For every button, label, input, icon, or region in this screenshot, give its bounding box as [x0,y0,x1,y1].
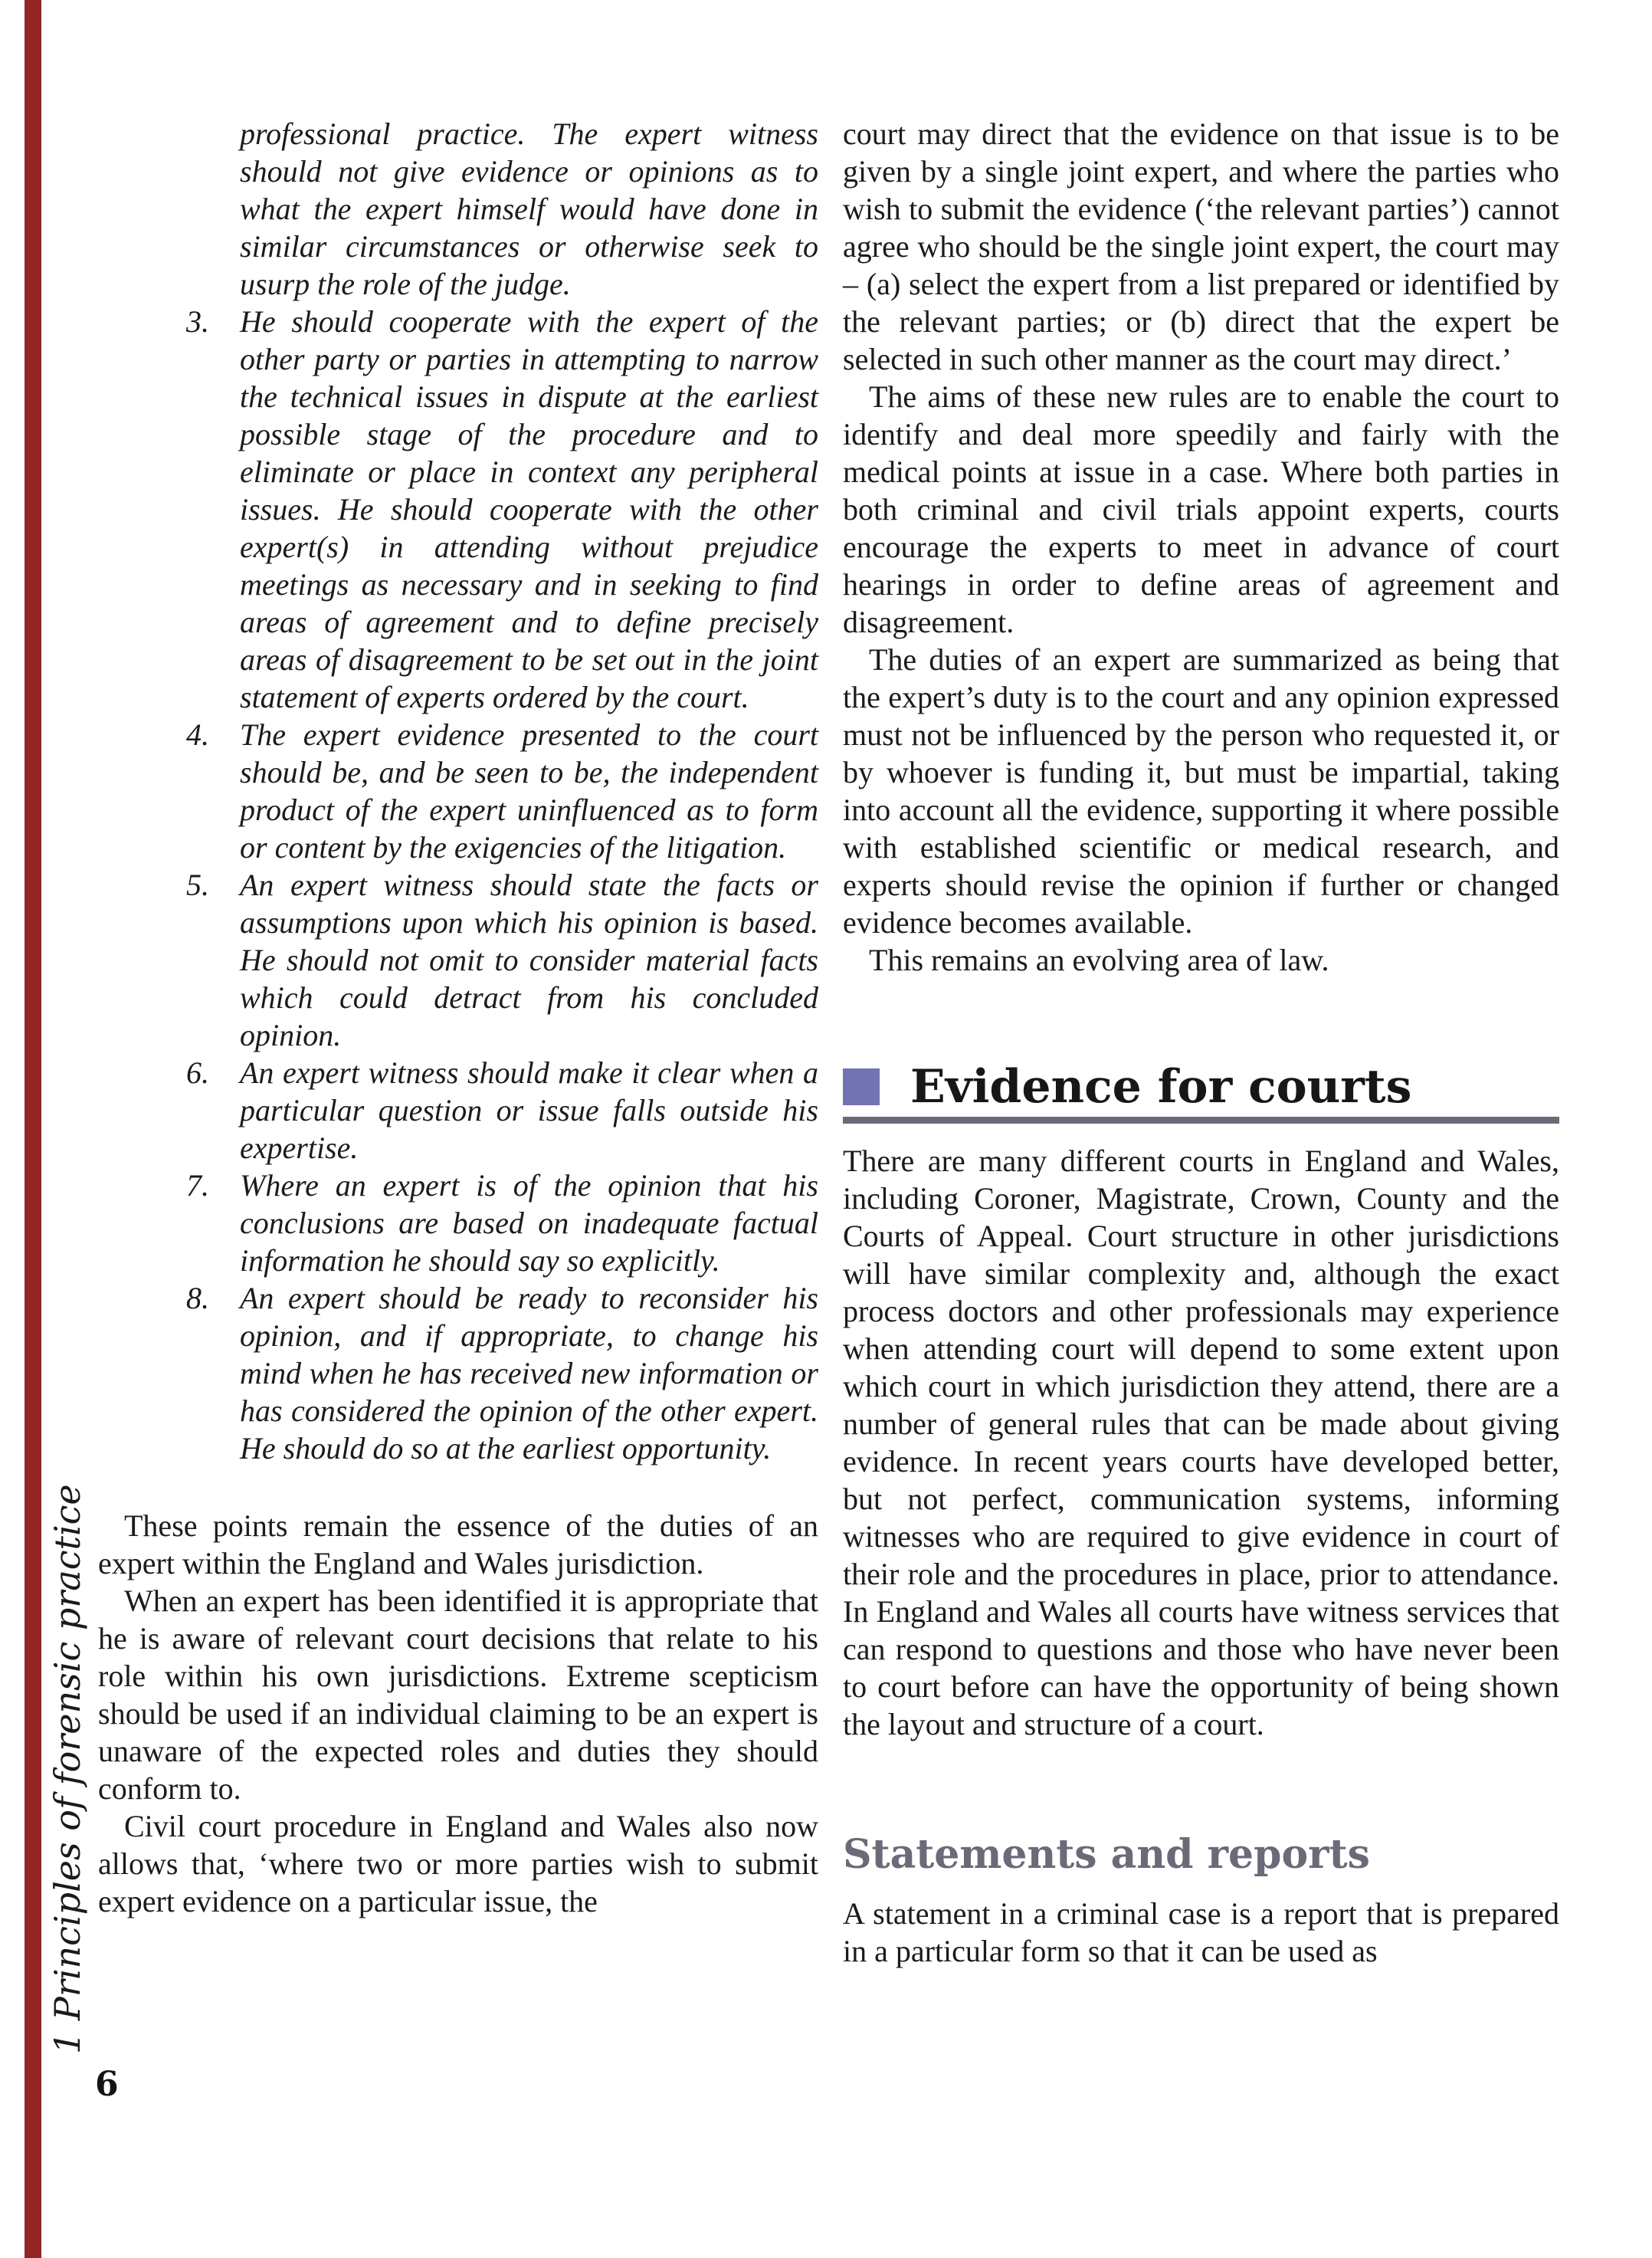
subsection-body: A statement in a criminal case is a report that is prepared in a particular form so that it can be used as [843,1896,1559,1968]
list-item-2-continuation: professional practice. The expert witness should not give evidence or opinions as to what the expert himself would have done in similar circumstances or otherwise seek to usurp the role of the judge. [240,117,818,301]
list-number: 5. [186,868,209,902]
section-body: There are many different courts in England and Wales, including Coroner, Magistrate, Crown, County and the Courts of Appeal. Court structure in other jurisdictions will have similar complexity and, although the exact process doctors and other professionals may experience when attending court will depend to some extent upon which court in which jurisdiction they attend, there are a number of general rules that can be made about giving evidence. In recent years courts have developed better, but not perfect, communication systems, informing witnesses who are required to give evidence in court of their role and the procedures in place, prior to attendance. In England and Wales all courts have witness services that can respond to questions and those who have never been to court before can have the opportunity of being shown the layout and structure of a court. [843,1144,1559,1741]
section-heading-evidence-for-courts [843,1060,1559,1114]
list-number: 3. [186,304,209,339]
paragraph: The duties of an expert are summarized as being that the expert’s duty is to the court and any opinion expressed must not be influenced by the person who requested it, or by whoever is funding it, but must be impartial, taking into account all the evidence, supporting it where possible with established scientific or medical research, and experts should revise the opinion if further or changed evidence becomes available. [843,642,1559,940]
section-square-bullet-icon [843,1068,880,1105]
paragraph: The aims of these new rules are to enable the court to identify and deal more speedily and fairly with the medical points at issue in a case. Where both parties in both criminal and civil trials appoint experts, courts encourage the experts to meet in advance of court hearings in order to define areas of agreement and disagreement. [843,379,1559,639]
list-item-text: He should cooperate with the expert of the other party or parties in attempting to narrow the technical issues in dispute at the earliest possible stage of the procedure and to eliminate or place in context any peripheral issues. He should cooperate with the other expert(s) in attending without prejudice meetings as necessary and in seeking to find areas of agreement and to define precisely areas of disagreement to be set out in the joint statement of experts ordered by the court. [240,304,818,714]
list-item-text: An expert witness should state the facts or assumptions upon which his opinion is based. He should not omit to consider material facts which could detract from his concluded opinion. [240,868,818,1052]
list-item-text: An expert witness should make it clear when a particular question or issue falls outside his expertise. [240,1055,818,1165]
subsection-title-statements-and-reports: Statements and reports [843,1831,1370,1878]
section-rule [843,1117,1559,1124]
paragraph: Civil court procedure in England and Wales also now allows that, ‘where two or more parties wish to submit expert evidence on a particular issue, the [98,1809,818,1918]
list-item-text: Where an expert is of the opinion that his conclusions are based on inadequate factual information he should say so explicitly. [240,1168,818,1278]
list-item-4 [98,716,818,866]
list-number: 4. [186,717,209,752]
list-item-text: An expert should be ready to reconsider his opinion, and if appropriate, to change his mind when he has received new information or has considered the opinion of the other expert. He should do so at the earliest opportunity. [240,1281,818,1465]
right-column [843,115,1559,1970]
paragraph: court may direct that the evidence on that issue is to be given by a single joint expert, and where the parties who wish to submit the evidence (‘the relevant parties’) cannot agree who should be the single joint expert, the court may – (a) select the expert from a list prepared or identified by the relevant parties; or (b) direct that the expert be selected in such other manner as the court may direct.’ [843,117,1559,376]
list-item-7 [98,1167,818,1279]
list-item-3 [98,303,818,716]
list-item-8 [98,1279,818,1467]
left-column-paragraphs [98,1507,818,1920]
list-number: 7. [186,1168,209,1203]
left-column [98,115,818,1920]
page-edge-red-bar [25,0,41,2258]
page-number: 6 [95,2065,119,2104]
paragraph: These points remain the essence of the duties of an expert within the England and Wales jurisdiction. [98,1508,818,1580]
section-title: Evidence for courts [910,1060,1412,1114]
paragraph: When an expert has been identified it is appropriate that he is aware of relevant court decisions that relate to his role within his own jurisdictions. Extreme scepticism should be used if an individual claiming to be an expert is unaware of the expected roles and duties they should conform to. [98,1584,818,1806]
paragraph: This remains an evolving area of law. [869,943,1329,977]
chapter-sidebar-label: 1 Principles of forensic practice [47,1484,88,2054]
list-number: 6. [186,1055,209,1090]
list-item-6 [98,1054,818,1167]
list-item-5 [98,866,818,1054]
list-number: 8. [186,1281,209,1315]
list-item-text: The expert evidence presented to the court should be, and be seen to be, the independent product of the expert uninfluenced as to form or content by the exigencies of the litigation. [240,717,818,865]
